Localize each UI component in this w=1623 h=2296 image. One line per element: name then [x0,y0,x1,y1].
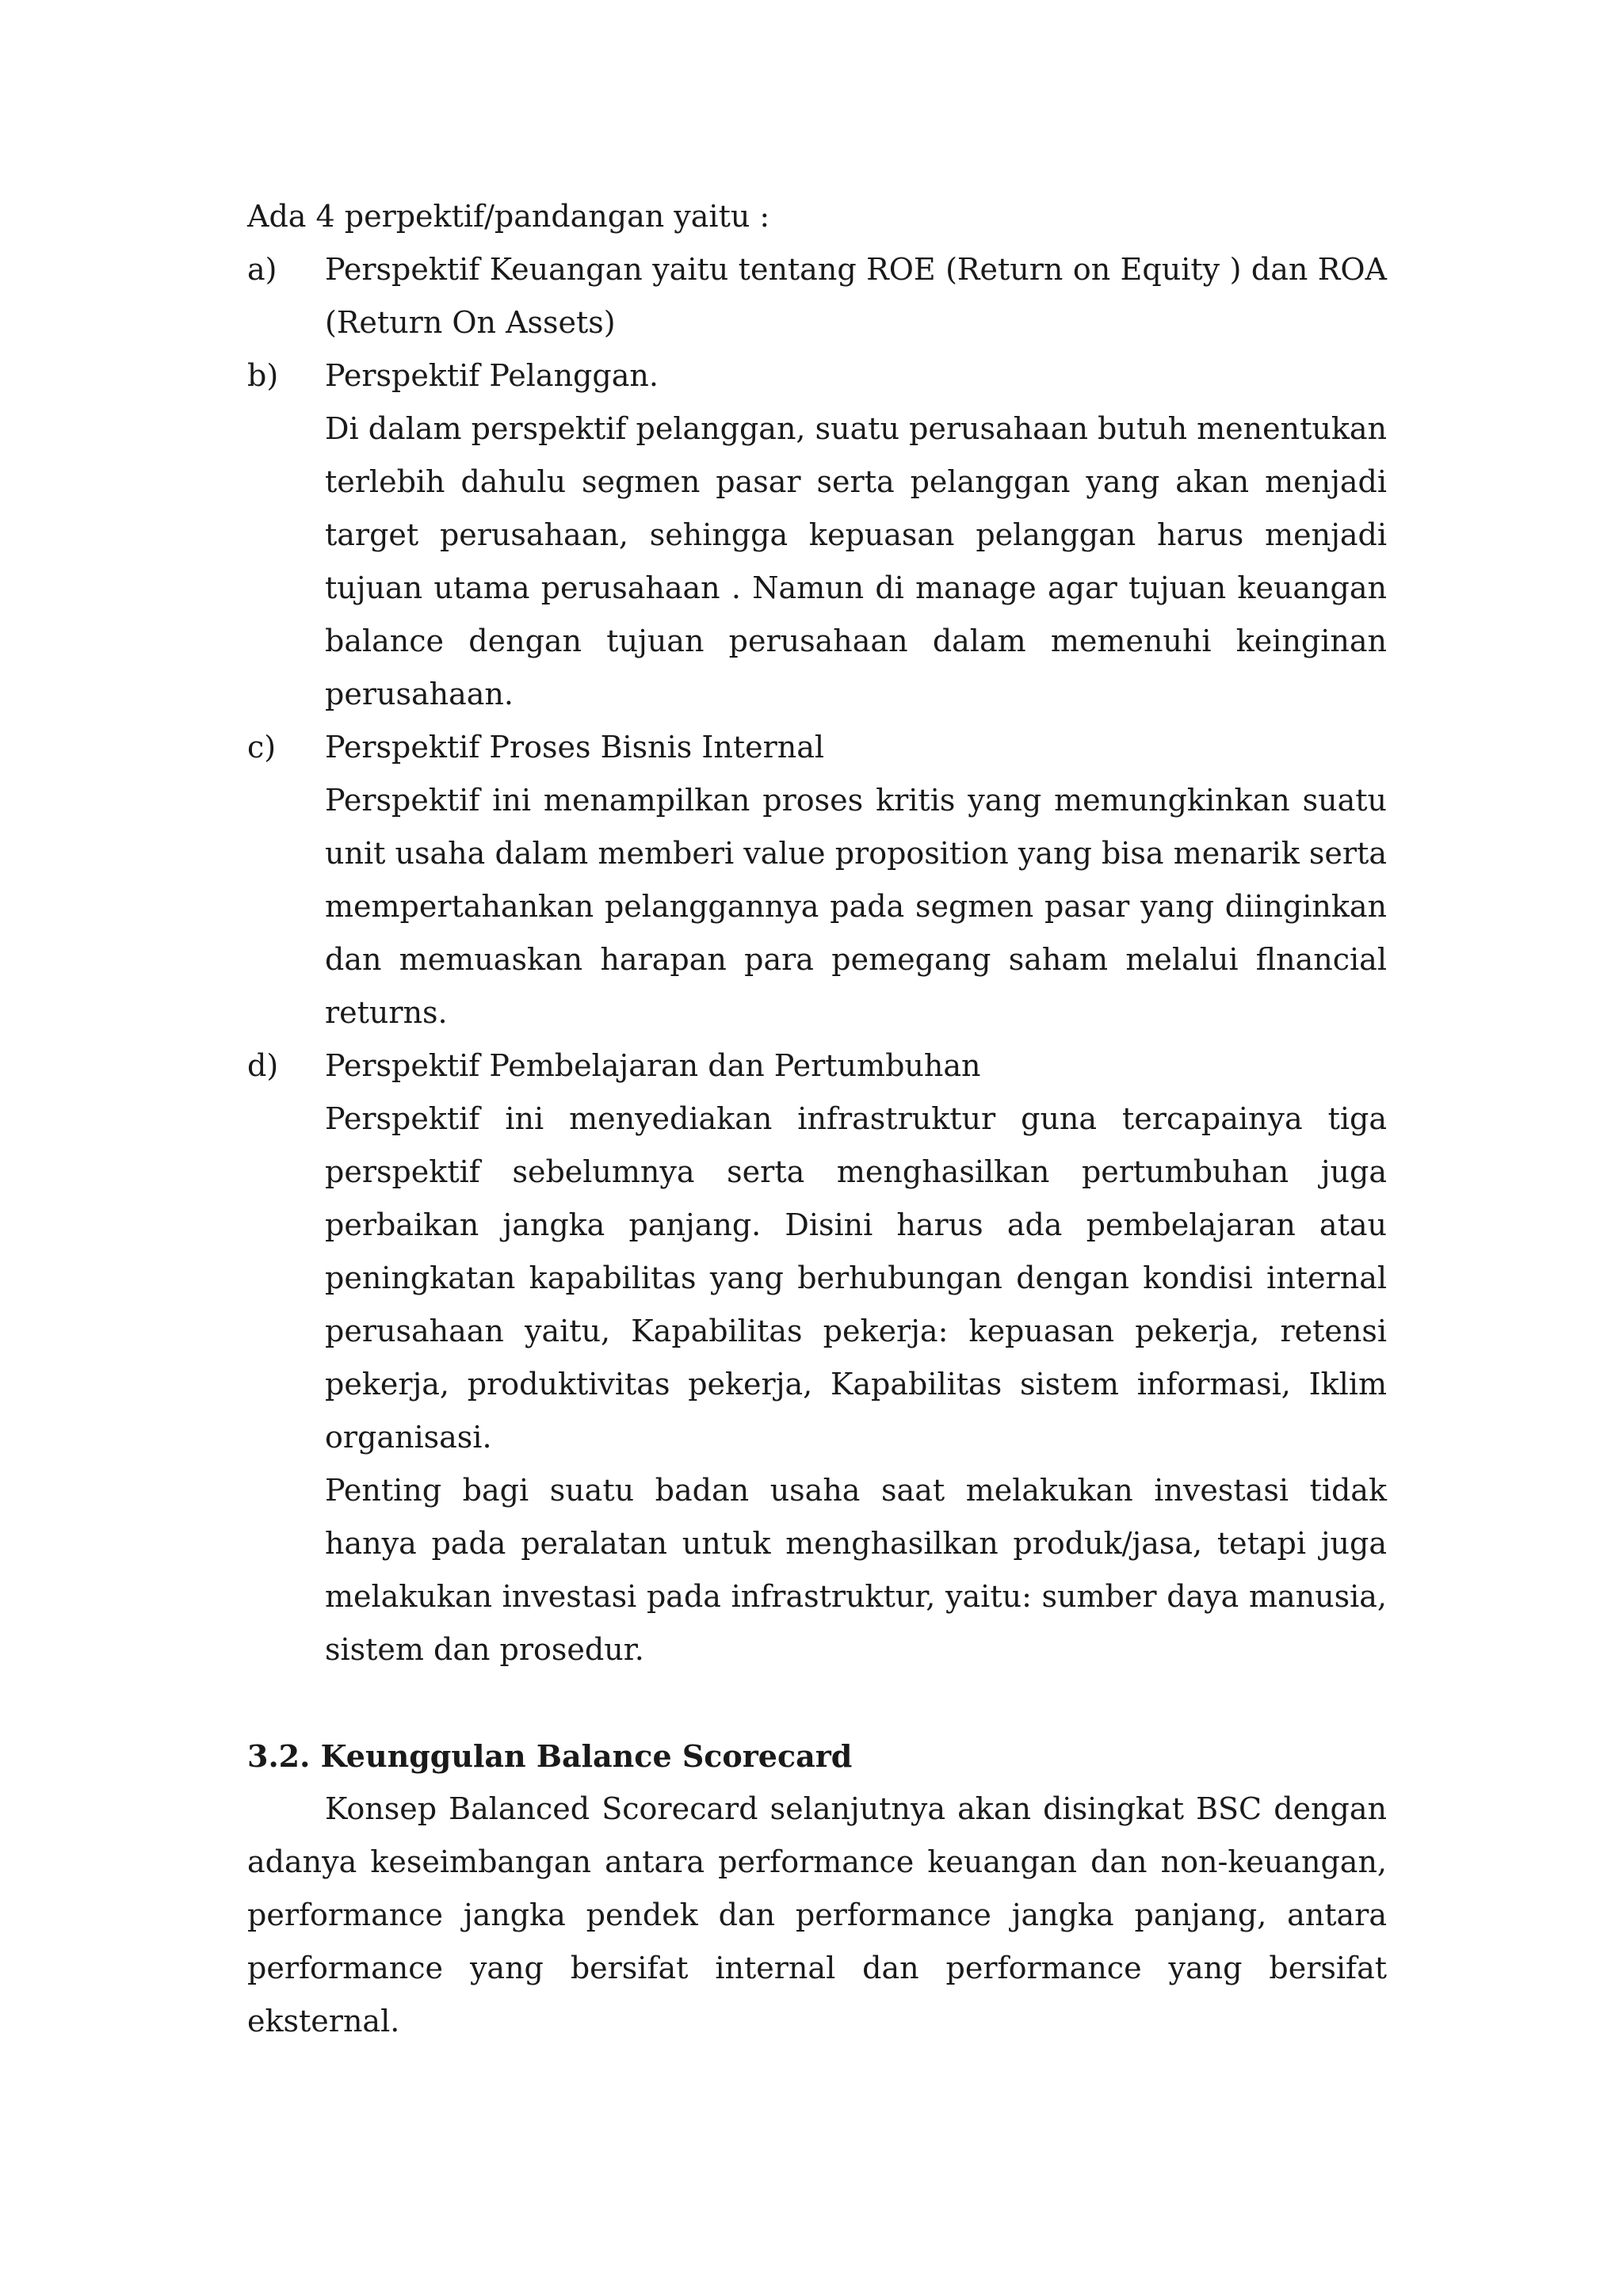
list-label: a) [247,252,277,287]
list-item-title: Perspektif Proses Bisnis Internal [325,730,825,765]
list-item-paragraph: Penting bagi suatu badan usaha saat melakukan investasi tidak hanya pada peralatan untuk menghasilkan produk/jasa, tetapi juga melakukan investasi pada infrastruktur, yaitu: sumber daya manusia, sistem dan prosedur. [325,1473,1387,1667]
list-label: b) [247,358,279,393]
list-label: d) [247,1048,279,1083]
section-heading: 3.2. Keunggulan Balance Scorecard [247,1738,853,1774]
list-item-paragraph: Di dalam perspektif pelanggan, suatu perusahaan butuh menentukan terlebih dahulu segmen pasar serta pelanggan yang akan menjadi target perusahaan, sehingga kepuasan pelanggan harus menjadi tujuan utama perusahaan . Namun di manage agar tujuan keuangan balance dengan tujuan perusahaan dalam memenuhi keinginan perusahaan. [325,411,1387,711]
list-item-title: Perspektif Keuangan yaitu tentang ROE (Return on Equity ) dan ROA (Return On Assets) [325,252,1387,340]
list-item-title: Perspektif Pembelajaran dan Pertumbuhan [325,1048,981,1083]
list-item-c [247,721,1387,1039]
intro-text: Ada 4 perpektif/pandangan yaitu : [247,199,770,234]
list-item-paragraph: Perspektif ini menyediakan infrastruktur guna tercapainya tiga perspektif sebelumnya serta menghasilkan pertumbuhan juga perbaikan jangka panjang. Disini harus ada pembelajaran atau peningkatan kapabilitas yang berhubungan dengan kondisi internal perusahaan yaitu, Kapabilitas pekerja: kepuasan pekerja, retensi pekerja, produktivitas pekerja, Kapabilitas sistem informasi, Iklim organisasi. [325,1101,1387,1455]
page-content [247,190,1387,2048]
section-paragraph: Konsep Balanced Scorecard selanjutnya akan disingkat BSC dengan adanya keseimbangan antara performance keuangan dan non-keuangan, performance jangka pendek dan performance jangka panjang, antara performance yang bersifat internal dan performance yang bersifat eksternal. [247,1791,1387,2039]
list-label: c) [247,730,277,765]
list-item-d [247,1039,1387,1676]
list-item-b [247,349,1387,721]
list-item-title: Perspektif Pelanggan. [325,358,659,393]
list-item-a [247,243,1387,349]
list-item-paragraph: Perspektif ini menampilkan proses kritis yang memungkinkan suatu unit usaha dalam memberi value proposition yang bisa menarik serta mempertahankan pelanggannya pada segmen pasar yang diinginkan dan memuaskan harapan para pemegang saham melalui flnancial returns. [325,783,1387,1030]
